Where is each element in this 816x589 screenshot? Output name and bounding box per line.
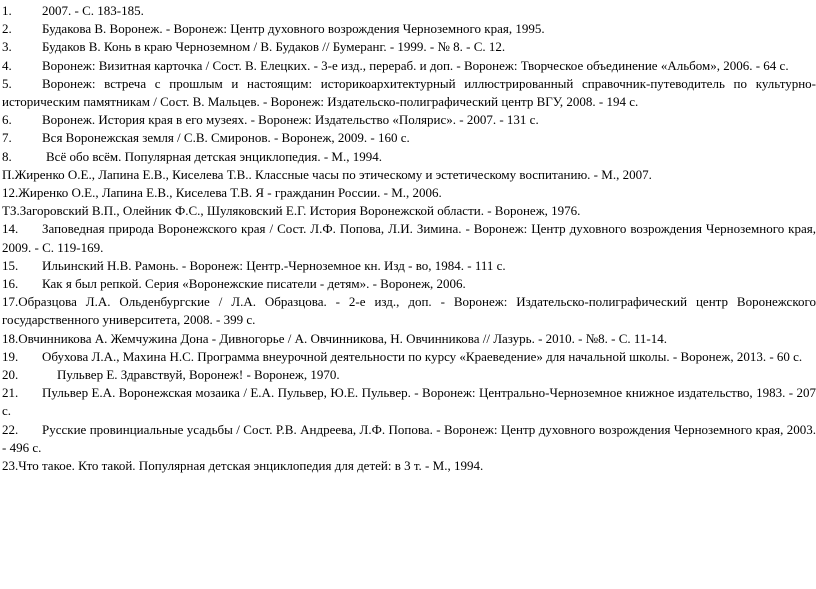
item-number: 2. xyxy=(2,21,12,37)
item-text: Жиренко О.Е., Лапина Е.В., Киселева Т.В.. Классные часы по этическому и эстетическому воспитанию. - М., 2007. xyxy=(14,166,652,182)
list-item xyxy=(2,275,816,293)
item-text: Загоровский В.П., Олейник Ф.С., Шуляковский Е.Г. История Воронежской области. - Воронеж, 1976. xyxy=(19,203,581,219)
item-number: 7. xyxy=(2,130,12,146)
item-number: 12. xyxy=(2,185,19,201)
item-text: Всё обо всём. Популярная детская энциклопедия. - М., 1994. xyxy=(46,148,382,164)
item-text: 2007. - С. 183-185. xyxy=(42,3,144,18)
list-item xyxy=(2,293,816,329)
item-text: Воронеж. История края в его музеях. - Воронеж: Издательство «Полярис». - 2007. - 131 с. xyxy=(42,112,539,128)
list-item xyxy=(2,129,816,147)
item-number: 14. xyxy=(2,221,19,237)
item-number: 18. xyxy=(2,330,19,346)
list-item xyxy=(2,330,816,348)
list-item xyxy=(2,2,816,20)
list-item xyxy=(2,202,816,220)
item-number: 16. xyxy=(2,276,19,292)
item-text: Овчинникова А. Жемчужина Дона - Дивногорье / А. Овчинникова, Н. Овчинникова // Лазурь. - 2010. - №8. - С. 11-14. xyxy=(18,330,667,346)
item-text: Русские провинциальные усадьбы / Сост. Р.В. Андреева, Л.Ф. Попова. - Воронеж: Центр духовного возрождения Черноземного края, 2003. - 496 с. xyxy=(2,421,816,455)
item-text: Ильинский Н.В. Рамонь. - Воронеж: Центр.-Черноземное кн. Изд - во, 1984. - 111 с. xyxy=(42,257,506,273)
item-number: ТЗ. xyxy=(2,203,20,219)
list-item xyxy=(2,457,816,475)
item-number: 1. xyxy=(2,3,12,18)
list-item xyxy=(2,384,816,420)
list-item xyxy=(2,38,816,56)
item-number: 17. xyxy=(2,294,19,310)
list-item xyxy=(2,220,816,256)
item-number: 21. xyxy=(2,385,19,401)
item-number: 23. xyxy=(2,458,19,474)
item-text: Вся Воронежская земля / С.В. Смиронов. - Воронеж, 2009. - 160 с. xyxy=(42,130,410,146)
item-text: Обухова Л.А., Махина Н.С. Программа внеурочной деятельности по курсу «Краеведение» для начальной школы. - Воронеж, 2013. - 60 с. xyxy=(42,348,803,364)
item-text: Жиренко О.Е., Лапина Е.В., Киселева Т.В. Я - гражданин России. - М., 2006. xyxy=(18,185,442,201)
item-text: Будакова В. Воронеж. - Воронеж: Центр духовного возрождения Черноземного края, 1995. xyxy=(42,21,545,37)
item-number: 22. xyxy=(2,421,19,437)
list-item xyxy=(2,75,816,111)
list-item xyxy=(2,348,816,366)
list-item xyxy=(2,148,816,166)
item-text: Пульвер Е. Здравствуй, Воронеж! - Воронеж, 1970. xyxy=(57,367,340,383)
list-item xyxy=(2,184,816,202)
list-item xyxy=(2,421,816,457)
item-number: 8. xyxy=(2,148,12,164)
item-text: Что такое. Кто такой. Популярная детская энциклопедия для детей: в 3 т. - М., 1994. xyxy=(18,458,484,474)
item-text: Как я был репкой. Серия «Воронежские писатели - детям». - Воронеж, 2006. xyxy=(42,276,466,292)
list-item xyxy=(2,166,816,184)
item-text: Воронеж: Визитная карточка / Сост. В. Елецких. - 3-е изд., перераб. и доп. - Воронеж: Творческое объединение «Альбом», 2006. - 64 с. xyxy=(42,57,789,73)
list-item xyxy=(2,20,816,38)
list-item xyxy=(2,57,816,75)
list-item xyxy=(2,111,816,129)
item-number: 19. xyxy=(2,348,19,364)
item-number: 3. xyxy=(2,39,12,55)
item-text: Образцова Л.А. Ольденбургские / Л.А. Образцова. - 2-е изд., доп. - Воронеж: Издательско-полиграфический центр Воронежского государственного университета, 2008. - 399 с. xyxy=(2,294,816,328)
item-text: Будаков В. Конь в краю Черноземном / В. Будаков // Бумеранг. - 1999. - № 8. - С. 12. xyxy=(42,39,506,55)
item-text: Воронеж: встреча с прошлым и настоящим: историкоархитектурный иллюстрированный справочник-путеводитель по культурно-историческим памятникам / Сост. В. Мальцев. - Воронеж: Издательско-полиграфический центр ВГУ, 2008. - 194 с. xyxy=(2,75,816,110)
item-number: П. xyxy=(2,166,15,182)
item-text: Пульвер Е.А. Воронежская мозаика / Е.А. Пульвер, Ю.Е. Пульвер. - Воронеж: Центрально-Черноземное книжное издательство, 1983. - 207 с. xyxy=(2,385,816,419)
list-item xyxy=(2,366,816,384)
list-item xyxy=(2,257,816,275)
item-number: 4. xyxy=(2,57,12,73)
item-number: 15. xyxy=(2,257,19,273)
item-text: Заповедная природа Воронежского края / Сост. Л.Ф. Попова, Л.И. Зимина. - Воронеж: Центр духовного возрождения Черноземного края, 2009. - С. 119-169. xyxy=(2,221,816,255)
item-number: 6. xyxy=(2,112,12,128)
item-number: 5. xyxy=(2,75,12,91)
item-number: 20. xyxy=(2,367,19,383)
